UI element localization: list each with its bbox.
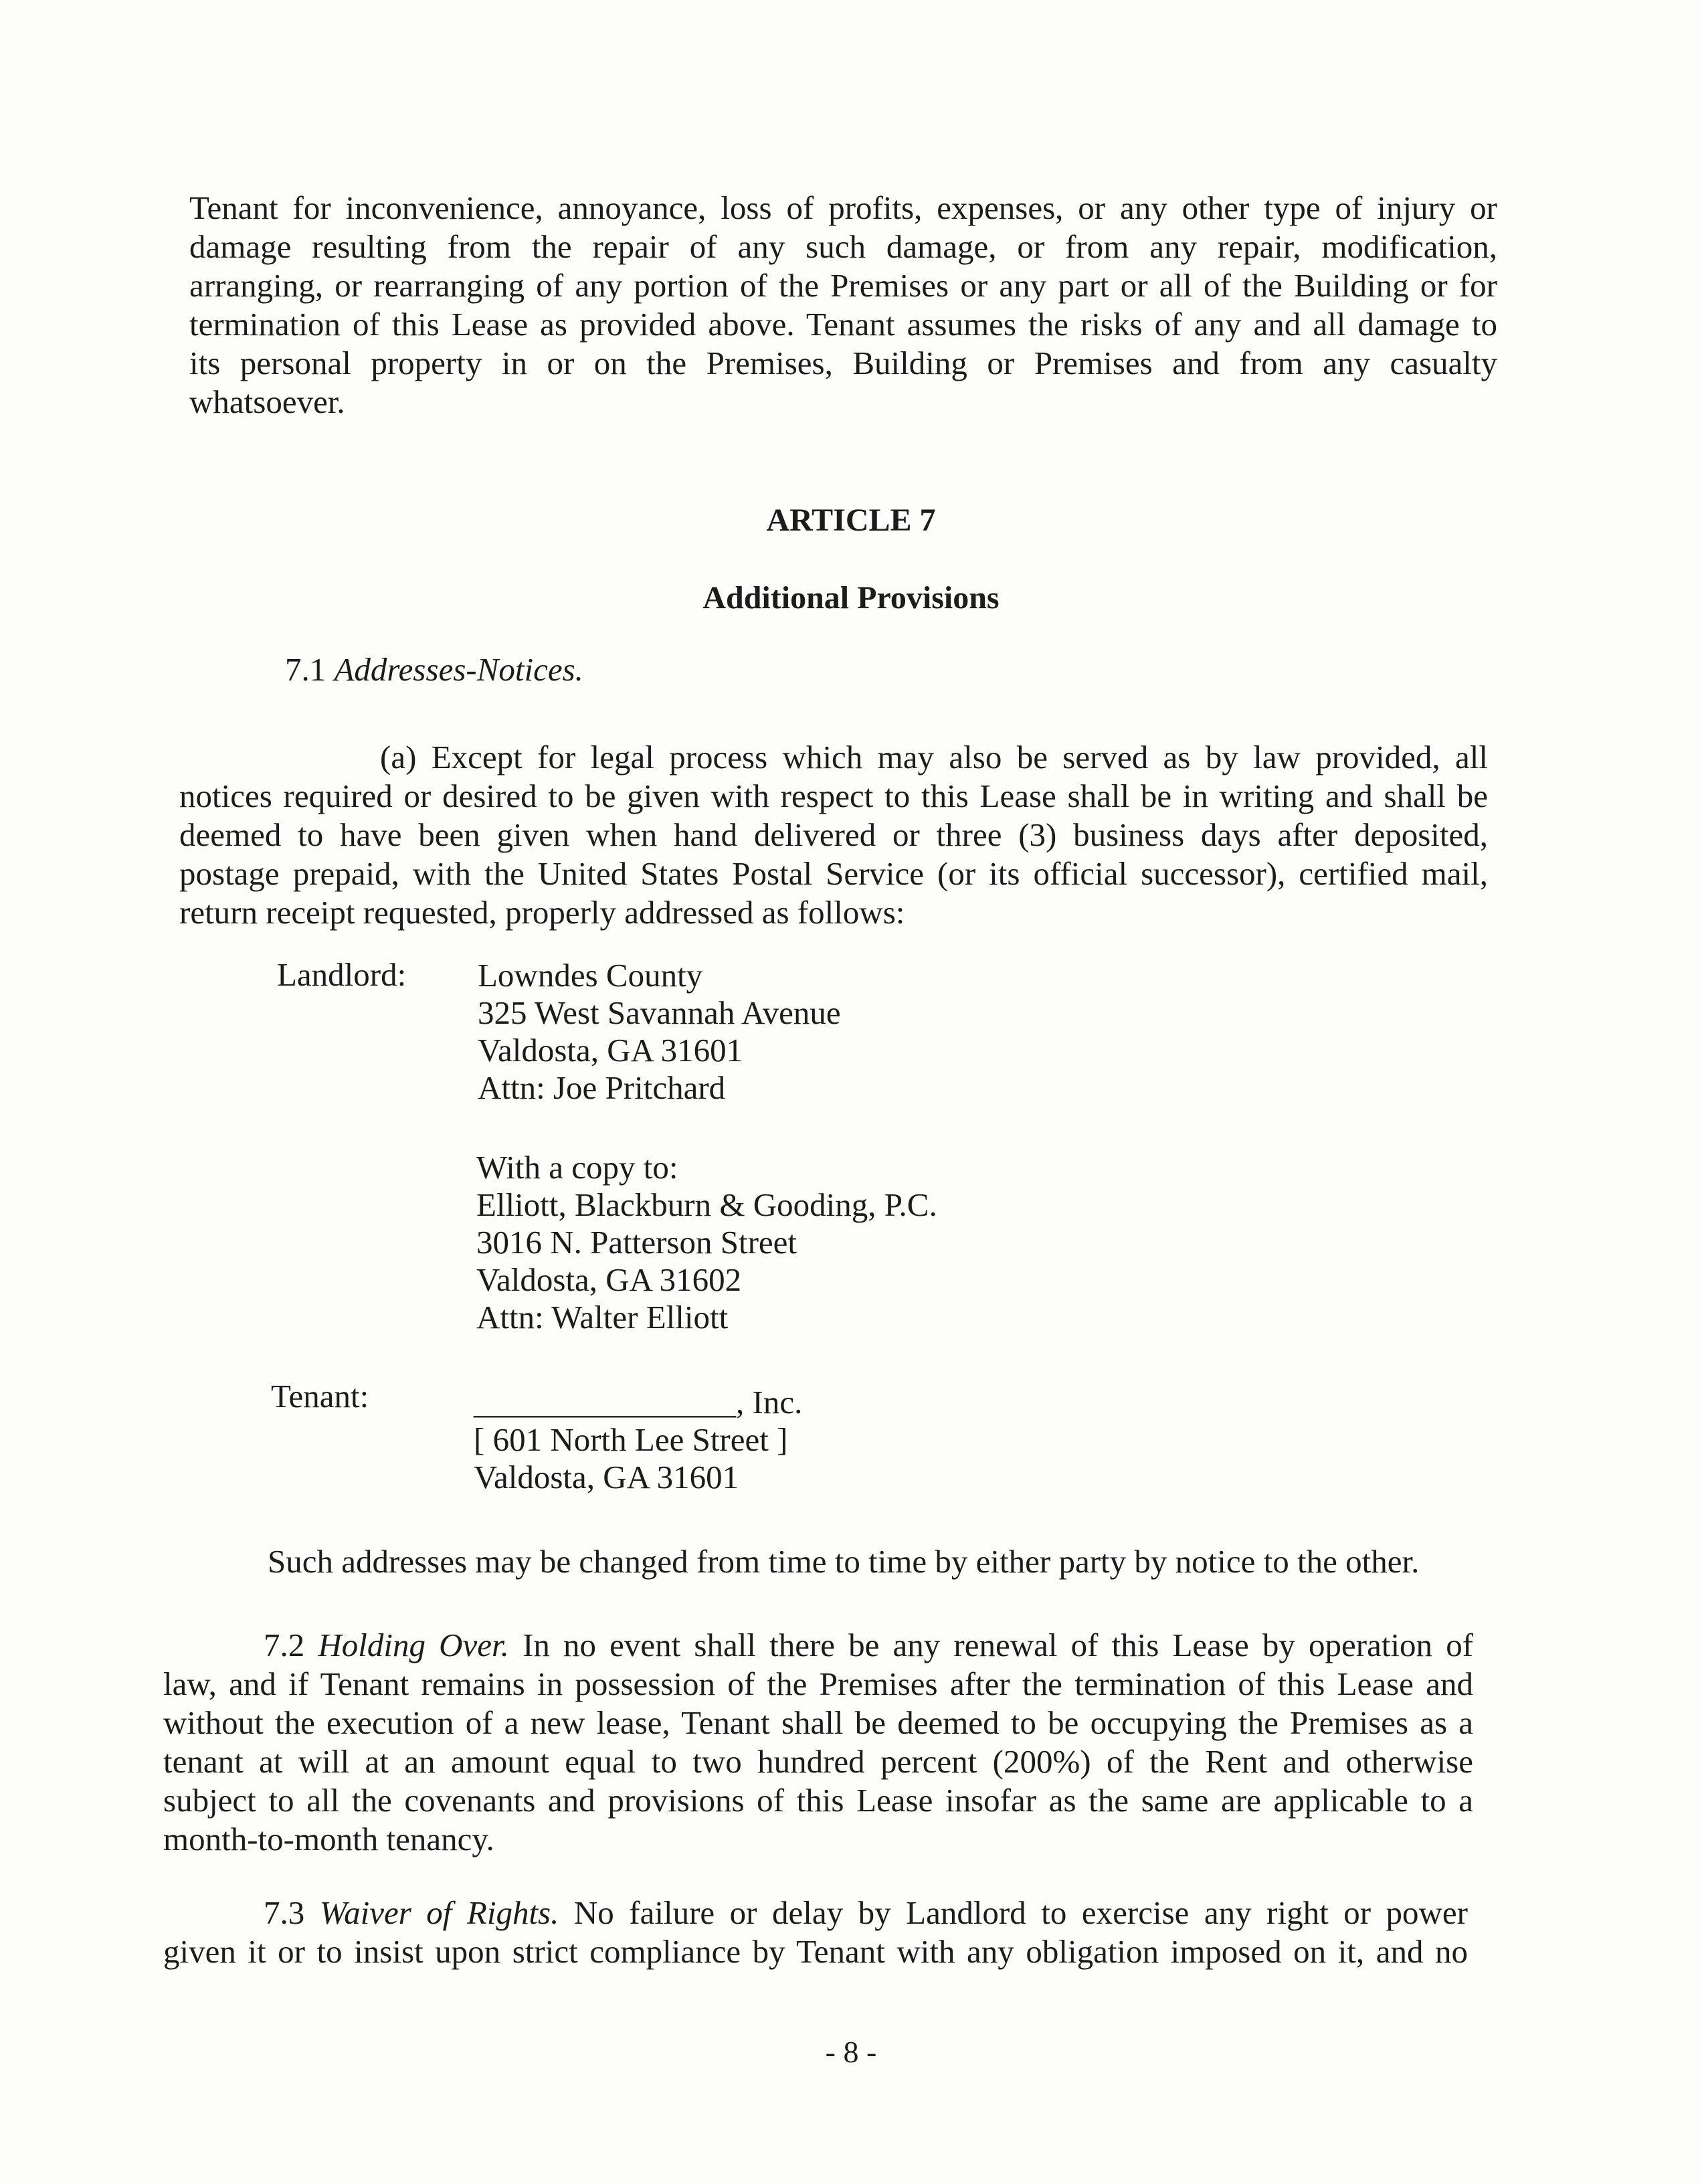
- section-7-1-paragraph-a: [179, 738, 1488, 932]
- paragraph-line: notices required or desired to be given with respect to this Lease shall be in writing and shall be: [179, 778, 1488, 814]
- address-line: Valdosta, GA 31601: [474, 1459, 739, 1495]
- address-line: Valdosta, GA 31601: [478, 1032, 743, 1069]
- address-line: Valdosta, GA 31602: [476, 1261, 742, 1298]
- section-title: Addresses-Notices.: [334, 651, 583, 688]
- continuation-paragraph: [189, 189, 1497, 422]
- paragraph-line-first: [163, 1626, 1473, 1665]
- paragraph-line: Such addresses may be changed from time to time by either party by notice to the other.: [268, 1543, 1420, 1580]
- section-7-3-paragraph: [163, 1894, 1468, 1971]
- paragraph-text: No failure or delay by Landlord to exercise any right or power: [573, 1894, 1468, 1931]
- paragraph-line: law, and if Tenant remains in possession of the Premises after the termination of this Lease and: [163, 1665, 1473, 1702]
- article-title: ARTICLE 7: [766, 503, 936, 538]
- address-line: [ 601 North Lee Street ]: [474, 1421, 788, 1458]
- paragraph-line: subject to all the covenants and provisions of this Lease insofar as the same are applicable to a: [163, 1782, 1473, 1819]
- address-line: 325 West Savannah Avenue: [478, 994, 841, 1031]
- paragraph-line: termination of this Lease as provided above. Tenant assumes the risks of any and all damage to: [189, 306, 1497, 343]
- paragraph-line: given it or to insist upon strict compliance by Tenant with any obligation imposed on it, and no: [163, 1933, 1468, 1970]
- paragraph-line: month-to-month tenancy.: [163, 1821, 494, 1857]
- address-line: Attn: Walter Elliott: [476, 1299, 729, 1336]
- landlord-copy-address: [476, 1149, 937, 1336]
- page-number: - 8 -: [825, 2035, 877, 2069]
- section-title: Waiver of Rights.: [319, 1894, 559, 1931]
- paragraph-text: In no event shall there be any renewal of this Lease by operation of: [523, 1627, 1474, 1663]
- landlord-label: Landlord:: [277, 956, 407, 993]
- address-line: Elliott, Blackburn & Gooding, P.C.: [476, 1186, 937, 1223]
- address-line: With a copy to:: [476, 1149, 678, 1186]
- tenant-address: [474, 1384, 802, 1496]
- article-subtitle: Additional Provisions: [702, 580, 1000, 616]
- paragraph-line: its personal property in or on the Premises, Building or Premises and from any casualty: [189, 345, 1497, 381]
- paragraph-line: deemed to have been given when hand delivered or three (3) business days after deposited,: [179, 816, 1488, 853]
- address-line: ________________, Inc.: [474, 1384, 803, 1421]
- paragraph-line: (a) Except for legal process which may also be served as by law provided, all: [380, 739, 1488, 776]
- address-line: Lowndes County: [478, 957, 703, 994]
- paragraph-line: Tenant for inconvenience, annoyance, loss of profits, expenses, or any other type of injury or: [189, 189, 1497, 226]
- address-line: Attn: Joe Pritchard: [478, 1069, 726, 1106]
- tenant-label: Tenant:: [271, 1378, 369, 1415]
- paragraph-line: whatsoever.: [189, 383, 345, 420]
- section-7-1-heading: [285, 650, 583, 689]
- address-line: 3016 N. Patterson Street: [476, 1224, 797, 1261]
- section-number: 7.2: [264, 1627, 305, 1663]
- paragraph-line: return receipt requested, properly addressed as follows:: [179, 894, 905, 931]
- paragraph-line-first: [163, 1894, 1468, 1932]
- section-number: 7.1: [285, 651, 326, 688]
- section-7-1-closing: [268, 1542, 1445, 1581]
- paragraph-line: arranging, or rearranging of any portion of the Premises or any part or all of the Building or for: [189, 267, 1497, 304]
- paragraph-line: without the execution of a new lease, Tenant shall be deemed to be occupying the Premises as a: [163, 1704, 1473, 1741]
- section-title: Holding Over.: [318, 1627, 509, 1663]
- paragraph-line: tenant at will at an amount equal to two hundred percent (200%) of the Rent and otherwise: [163, 1743, 1473, 1780]
- paragraph-line: postage prepaid, with the United States Postal Service (or its official successor), certified mail,: [179, 855, 1488, 892]
- section-7-2-paragraph: [163, 1626, 1473, 1859]
- section-number: 7.3: [264, 1894, 305, 1931]
- landlord-address: [478, 957, 841, 1107]
- paragraph-line: damage resulting from the repair of any such damage, or from any repair, modification,: [189, 228, 1497, 265]
